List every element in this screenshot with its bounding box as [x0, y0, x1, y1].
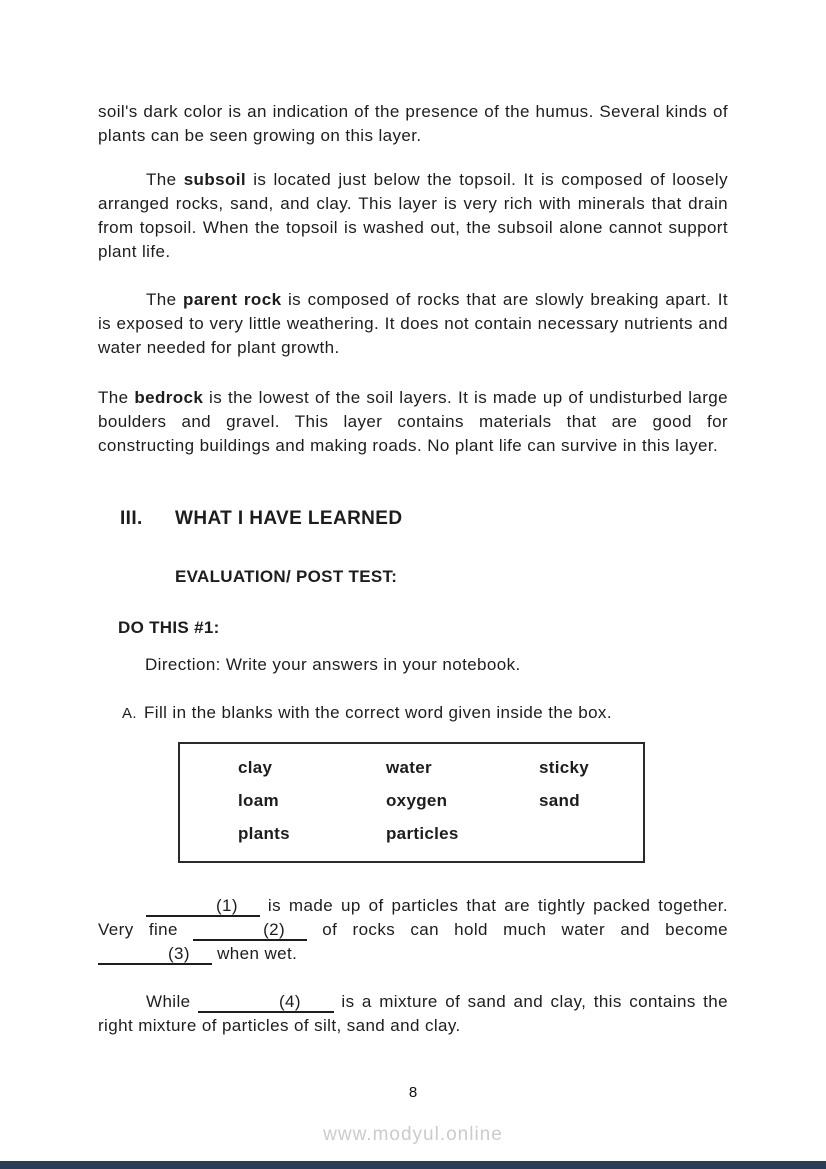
paragraph-text: is composed of rocks that are slowly breaking apart. It is exposed to very little weathering. It does not contain necessary nutrients and water needed for plant growth.	[98, 290, 728, 357]
paragraph-topsoil-continued	[98, 100, 728, 148]
item-letter: A.	[122, 705, 137, 722]
word-option: sand	[539, 791, 580, 810]
paragraph-text: soil's dark color is an indication of the presence of the humus. Several kinds of plants can be seen growing on this layer.	[98, 102, 728, 145]
fill-text: is a mixture of sand and clay, this contains the right mixture of particles of silt, sand and clay.	[98, 992, 728, 1035]
watermark-url: www.modyul.online	[323, 1124, 503, 1145]
paragraph-bedrock	[98, 386, 728, 458]
direction-text: Direction: Write your answers in your notebook.	[145, 655, 521, 674]
term-bedrock: bedrock	[134, 388, 204, 407]
term-parent-rock: parent rock	[183, 290, 282, 309]
paragraph-text: The	[146, 170, 184, 189]
paragraph-subsoil	[98, 168, 728, 264]
paragraph-text: The	[98, 388, 135, 407]
word-option: oxygen	[386, 791, 448, 810]
word-option: particles	[386, 824, 459, 843]
blank-4: (4)	[198, 992, 334, 1013]
word-option: clay	[238, 758, 273, 777]
blank-2: (2)	[193, 920, 307, 941]
paragraph-text: is located just below the topsoil. It is composed of loosely arranged rocks, sand, and clay. This layer is very rich with minerals that drain from topsoil. When the topsoil is washed out, the subsoil alone cannot support plant life.	[98, 170, 728, 261]
word-choice-box	[178, 742, 645, 863]
section-title: WHAT I HAVE LEARNED	[175, 508, 403, 529]
bottom-bar	[0, 1161, 826, 1169]
evaluation-subheading: EVALUATION/ POST TEST:	[175, 567, 398, 586]
activity-label: DO THIS #1:	[118, 618, 220, 637]
item-text: Fill in the blanks with the correct word given inside the box.	[143, 703, 612, 722]
word-option: plants	[238, 824, 290, 843]
word-option: water	[386, 758, 432, 777]
blank-3: (3)	[98, 944, 212, 965]
paragraph-text: is the lowest of the soil layers. It is made up of undisturbed large boulders and gravel. This layer contains materials that are good for constructing buildings and making roads. No plant life can survive in this layer.	[98, 388, 729, 455]
paragraph-text: The	[146, 290, 184, 309]
word-option: sticky	[539, 758, 590, 777]
paragraph-parent-rock	[98, 288, 728, 360]
blank-1: (1)	[146, 896, 260, 917]
fill-text: While	[146, 992, 198, 1011]
fill-text: is made up of particles that are tightly packed together. Very fine	[98, 896, 728, 939]
section-number: III.	[120, 508, 143, 529]
fill-text: when wet.	[212, 944, 298, 963]
term-subsoil: subsoil	[183, 170, 247, 189]
fill-blanks-paragraph-1	[98, 894, 728, 966]
page-number: 8	[408, 1084, 418, 1101]
item-a	[122, 703, 728, 723]
section-heading	[120, 508, 728, 530]
fill-blanks-paragraph-2	[98, 990, 728, 1038]
fill-text: of rocks can hold much water and become	[307, 920, 728, 939]
word-option: loam	[238, 791, 279, 810]
